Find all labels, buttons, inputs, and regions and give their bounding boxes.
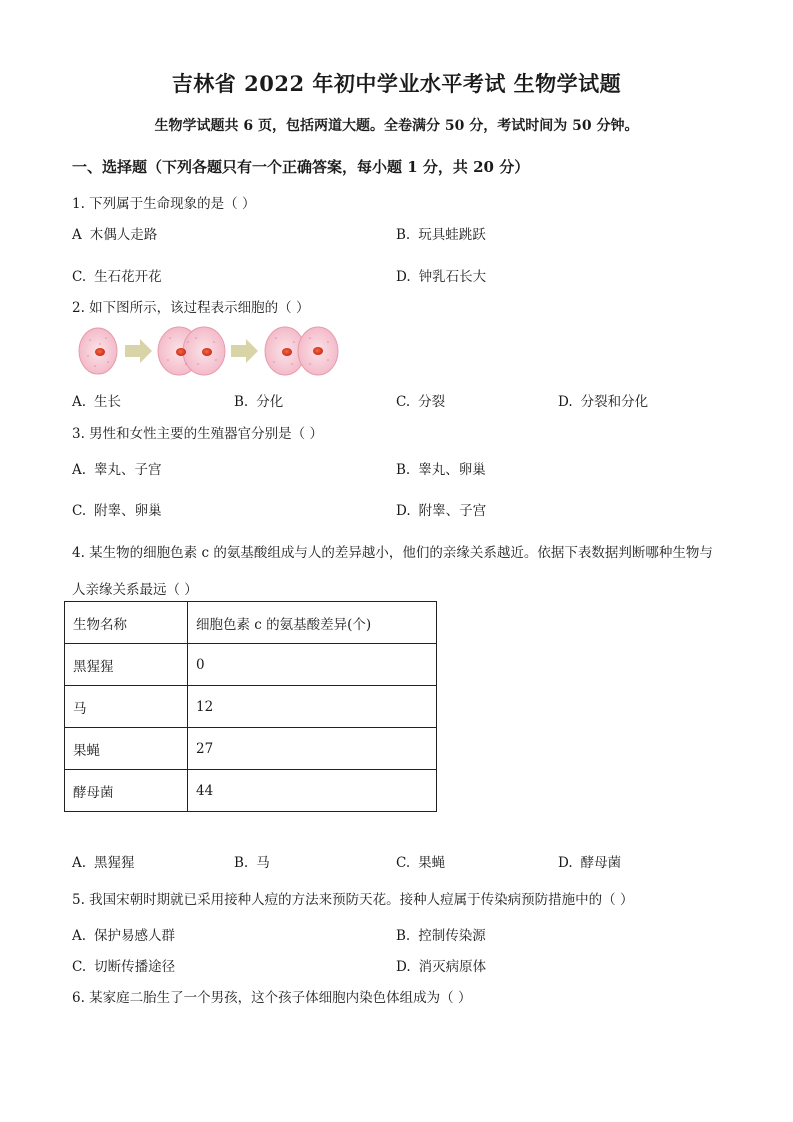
option-text: 分裂 xyxy=(418,394,446,410)
q3-option-b[interactable] xyxy=(396,458,486,478)
question-1-stem: 1. 下列属于生命现象的是（ ） xyxy=(72,196,256,212)
option-text: 睾丸、卵巢 xyxy=(418,462,486,478)
cell-division-diagram xyxy=(78,326,340,376)
option-text: 酵母菌 xyxy=(580,855,622,871)
cell-icon xyxy=(79,328,117,374)
option-label: D. xyxy=(396,503,411,519)
q5-option-d[interactable] xyxy=(396,955,486,975)
table-cell: 酵母菌 xyxy=(65,770,188,812)
page-title: 吉林省 2022 年初中学业水平考试 生物学试题 xyxy=(171,71,622,96)
q2-option-d[interactable] xyxy=(558,390,648,410)
cell-division-illustration xyxy=(78,326,340,376)
option-text: 果蝇 xyxy=(418,855,446,871)
question-5-stem: 5. 我国宋朝时期就已采用接种人痘的方法来预防天花。接种人痘属于传染病预防措施中的（ ） xyxy=(72,892,634,908)
table-cell: 果蝇 xyxy=(65,728,188,770)
option-text: 分化 xyxy=(256,394,284,410)
table-cell: 黑猩猩 xyxy=(65,644,188,686)
q4-option-d[interactable] xyxy=(558,851,621,871)
q3-option-d[interactable] xyxy=(396,499,486,519)
table-cell: 27 xyxy=(188,728,437,770)
question-3-stem: 3. 男性和女性主要的生殖器官分别是（ ） xyxy=(72,426,323,442)
option-label: C. xyxy=(396,855,411,871)
table-row xyxy=(65,728,437,770)
option-text: 马 xyxy=(256,855,270,871)
daughter-cells-icon xyxy=(265,327,338,375)
q5-option-a[interactable] xyxy=(72,924,175,944)
option-label: D. xyxy=(558,855,573,871)
q2-option-a[interactable] xyxy=(72,390,121,410)
option-label: C. xyxy=(396,394,411,410)
dividing-cell-icon xyxy=(158,327,225,375)
table-cell: 12 xyxy=(188,686,437,728)
question-4-stem-line2: 人亲缘关系最远（ ） xyxy=(72,582,198,598)
option-label: C. xyxy=(72,269,87,285)
option-label: A xyxy=(72,227,82,243)
option-text: 附睾、卵巢 xyxy=(94,503,162,519)
q2-option-b[interactable] xyxy=(234,390,283,410)
option-text: 钟乳石长大 xyxy=(418,269,487,285)
exam-info: 生物学试题共 6 页，包括两道大题。全卷满分 50 分，考试时间为 50 分钟。 xyxy=(154,118,639,134)
option-text: 玩具蛙跳跃 xyxy=(418,227,486,243)
option-label: D. xyxy=(396,959,411,975)
option-label: D. xyxy=(396,269,411,285)
q4-option-b[interactable] xyxy=(234,851,270,871)
q4-option-c[interactable] xyxy=(396,851,445,871)
q1-option-a[interactable] xyxy=(72,223,157,243)
option-label: B. xyxy=(234,855,249,871)
option-label: A. xyxy=(72,928,87,944)
table-cell: 马 xyxy=(65,686,188,728)
option-text: 切断传播途径 xyxy=(94,959,176,975)
table-cell: 44 xyxy=(188,770,437,812)
option-text: 保护易感人群 xyxy=(94,928,176,944)
arrow-icon xyxy=(125,339,152,363)
option-text: 消灭病原体 xyxy=(418,959,487,975)
table-cell: 0 xyxy=(188,644,437,686)
option-label: D. xyxy=(558,394,573,410)
table-header-cell: 生物名称 xyxy=(65,602,188,644)
q5-option-c[interactable] xyxy=(72,955,175,975)
question-4-stem-line1: 4. 某生物的细胞色素 c 的氨基酸组成与人的差异越小，他们的亲缘关系越近。依据下表数据判断哪种生物与 xyxy=(72,545,713,561)
q3-option-a[interactable] xyxy=(72,458,162,478)
q2-option-c[interactable] xyxy=(396,390,445,410)
question-2-stem: 2. 如下图所示，该过程表示细胞的（ ） xyxy=(72,300,310,316)
option-text: 分裂和分化 xyxy=(580,394,649,410)
option-text: 生石花开花 xyxy=(94,269,162,285)
question-6-stem: 6. 某家庭二胎生了一个男孩，这个孩子体细胞内染色体组成为（ ） xyxy=(72,990,472,1006)
option-label: B. xyxy=(396,462,411,478)
table-row xyxy=(65,644,437,686)
option-text: 睾丸、子宫 xyxy=(94,462,162,478)
option-label: B. xyxy=(396,928,411,944)
table-row xyxy=(65,770,437,812)
option-label: B. xyxy=(396,227,411,243)
q1-option-c[interactable] xyxy=(72,265,162,285)
option-label: A. xyxy=(72,394,87,410)
amino-acid-difference-table xyxy=(64,601,437,812)
q5-option-b[interactable] xyxy=(396,924,486,944)
q1-option-b[interactable] xyxy=(396,223,486,243)
table-header-row xyxy=(65,602,437,644)
arrow-icon xyxy=(231,339,258,363)
section-heading: 一、选择题（下列各题只有一个正确答案，每小题 1 分，共 20 分） xyxy=(72,158,530,176)
option-text: 黑猩猩 xyxy=(94,855,135,871)
option-text: 附睾、子宫 xyxy=(418,503,487,519)
option-label: C. xyxy=(72,503,87,519)
option-label: C. xyxy=(72,959,87,975)
option-text: 控制传染源 xyxy=(418,928,486,944)
q1-option-d[interactable] xyxy=(396,265,486,285)
table-header-cell: 细胞色素 c 的氨基酸差异(个) xyxy=(188,602,437,644)
option-label: A. xyxy=(72,855,87,871)
option-text: 生长 xyxy=(94,394,122,410)
option-label: B. xyxy=(234,394,249,410)
q3-option-c[interactable] xyxy=(72,499,162,519)
q4-option-a[interactable] xyxy=(72,851,135,871)
table-row xyxy=(65,686,437,728)
option-label: A. xyxy=(72,462,87,478)
option-text: 木偶人走路 xyxy=(89,227,158,243)
